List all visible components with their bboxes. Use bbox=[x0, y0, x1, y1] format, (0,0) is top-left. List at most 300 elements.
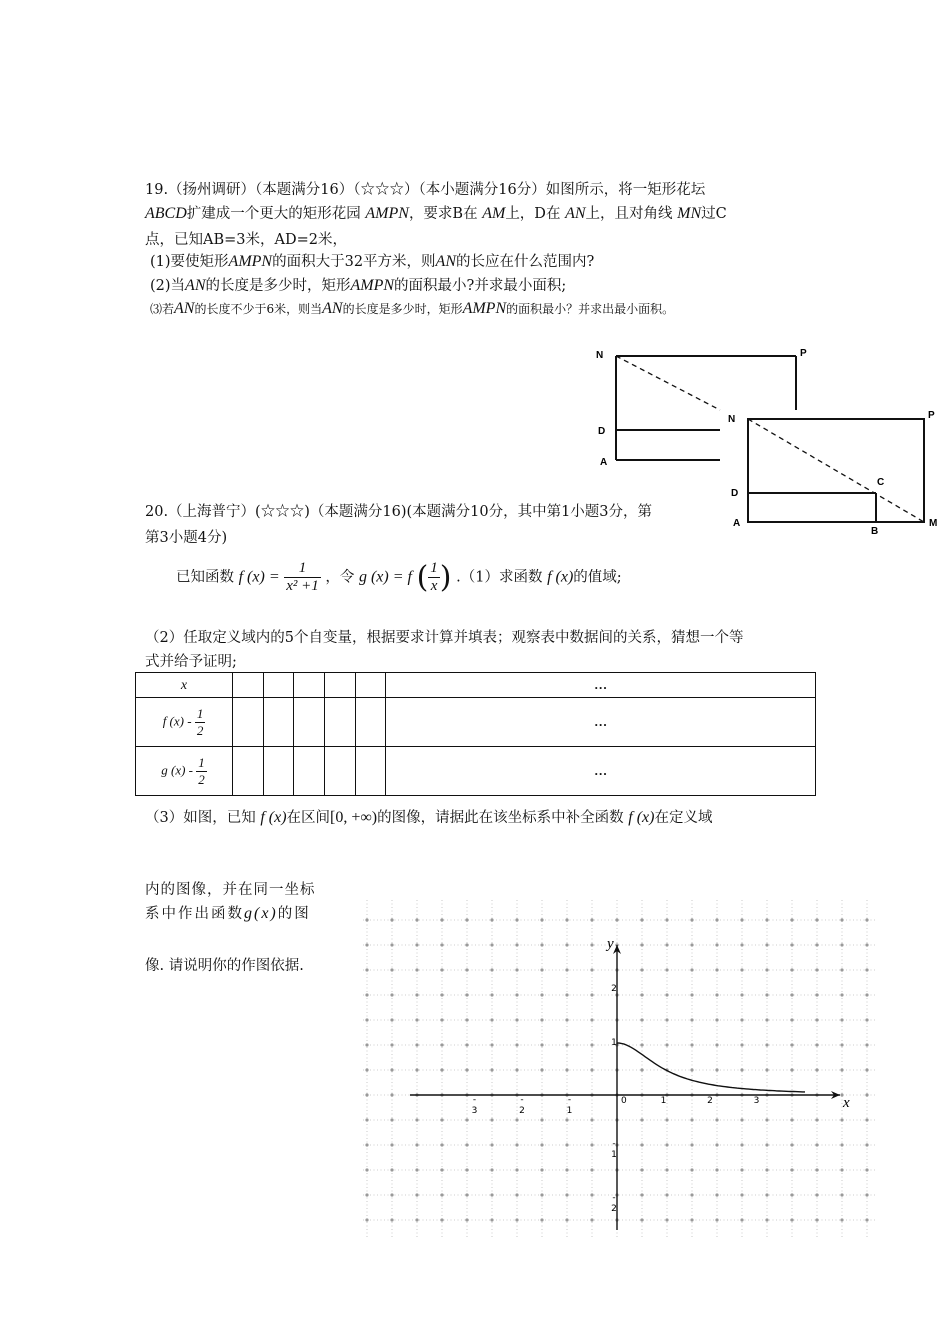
grid-dot bbox=[790, 1193, 793, 1196]
grid-dot bbox=[740, 1043, 743, 1046]
grid-dot bbox=[390, 1068, 393, 1071]
math-ampn: AMPN bbox=[228, 253, 273, 270]
grid-dot bbox=[465, 1168, 468, 1171]
q20-side-line1: 内的图像，并在同一坐标 bbox=[145, 882, 316, 898]
grid-dot bbox=[365, 1068, 368, 1071]
grid-dot bbox=[465, 968, 468, 971]
grid-dot bbox=[665, 1218, 668, 1221]
grid-dot bbox=[590, 1118, 593, 1121]
figure-extended bbox=[728, 410, 937, 537]
grid-dot bbox=[765, 993, 768, 996]
label-n: N bbox=[728, 414, 736, 425]
grid-dot bbox=[415, 1018, 418, 1021]
grid-dot bbox=[365, 993, 368, 996]
grid-dot bbox=[865, 993, 868, 996]
text: 已知函数 bbox=[176, 569, 234, 586]
grid-dot bbox=[390, 1193, 393, 1196]
grid-dot bbox=[665, 968, 668, 971]
q19-part2 bbox=[150, 274, 566, 295]
grid-dot bbox=[840, 993, 843, 996]
grid-dot bbox=[540, 1018, 543, 1021]
text: 的图像，请据此在该坐标系中补全函数 bbox=[377, 810, 624, 826]
grid-dot bbox=[865, 1043, 868, 1046]
math-fx: f (x) bbox=[260, 809, 287, 826]
grid-dot bbox=[365, 1093, 368, 1096]
text: 的长度是多少时，矩形 bbox=[205, 278, 351, 294]
paren-left: ( bbox=[416, 560, 429, 595]
grid-dot bbox=[790, 1143, 793, 1146]
table-cell[interactable] bbox=[294, 747, 325, 796]
grid-dot bbox=[465, 1118, 468, 1121]
grid-dot bbox=[440, 968, 443, 971]
fill-table bbox=[135, 672, 816, 796]
grid-dot bbox=[640, 1018, 643, 1021]
grid-dot bbox=[390, 968, 393, 971]
text: 的图 bbox=[277, 906, 311, 922]
f-def-fraction bbox=[284, 560, 321, 595]
grid-dot bbox=[665, 1043, 668, 1046]
q20-given bbox=[176, 560, 622, 595]
grid-dot bbox=[390, 1018, 393, 1021]
grid-dot bbox=[515, 1168, 518, 1171]
grid-dot bbox=[390, 1168, 393, 1171]
table-cell[interactable] bbox=[294, 673, 325, 698]
grid-dot bbox=[690, 1018, 693, 1021]
y-tick-label: -2 bbox=[611, 1193, 617, 1214]
grid-dot bbox=[590, 1068, 593, 1071]
grid-dot bbox=[740, 1068, 743, 1071]
grid-dot bbox=[565, 968, 568, 971]
table-cell[interactable] bbox=[233, 747, 264, 796]
math-an: AN bbox=[174, 300, 195, 317]
math-an: AN bbox=[185, 277, 206, 294]
grid-dot bbox=[390, 918, 393, 921]
q20-side-line2 bbox=[145, 902, 311, 923]
grid-dot bbox=[390, 993, 393, 996]
grid-dot bbox=[765, 968, 768, 971]
grid-dot bbox=[640, 1068, 643, 1071]
text: 在区间 bbox=[286, 810, 331, 826]
grid-dot bbox=[465, 1193, 468, 1196]
grid-dot bbox=[440, 1193, 443, 1196]
q20-side-line3: 像. 请说明你的作图依据. bbox=[145, 958, 304, 974]
grid-dot bbox=[365, 968, 368, 971]
text: 上，D在 bbox=[505, 206, 561, 222]
text: ⑶若 bbox=[150, 302, 175, 316]
grid-dot bbox=[865, 1068, 868, 1071]
math-mn: MN bbox=[677, 205, 702, 222]
math-gx: g(x) bbox=[244, 905, 278, 922]
grid-dot bbox=[515, 1118, 518, 1121]
q20-line1: 20.（上海普宁）(☆☆☆)（本题满分16)(本题满分10分，其中第1小题3分，第 bbox=[145, 504, 653, 520]
q20-line2: 第3小题4分) bbox=[145, 530, 228, 546]
grid-dot bbox=[765, 1043, 768, 1046]
text: 的面积大于32平方米，则 bbox=[272, 254, 436, 270]
math-ampn: AMPN bbox=[350, 277, 395, 294]
grid-dot bbox=[740, 943, 743, 946]
grid-dot bbox=[365, 1168, 368, 1171]
grid-dot bbox=[765, 1193, 768, 1196]
grid-dot bbox=[540, 1143, 543, 1146]
grid-dot bbox=[690, 918, 693, 921]
grid-dot bbox=[740, 993, 743, 996]
grid-dot bbox=[715, 1143, 718, 1146]
grid-dot bbox=[415, 918, 418, 921]
grid-dot bbox=[590, 1193, 593, 1196]
grid-dot bbox=[740, 1118, 743, 1121]
grid-dot bbox=[840, 1118, 843, 1121]
table-cell[interactable] bbox=[263, 698, 294, 747]
grid-dot bbox=[815, 1018, 818, 1021]
grid-dot bbox=[565, 1068, 568, 1071]
x-tick-label: 2 bbox=[707, 1096, 713, 1106]
grid-dot bbox=[715, 943, 718, 946]
grid-dot bbox=[665, 1143, 668, 1146]
grid-dot bbox=[765, 943, 768, 946]
grid-dot bbox=[440, 1068, 443, 1071]
grid-dot bbox=[715, 1193, 718, 1196]
row-head-f: f (x) - $\frac{1}{2}$ bbox=[136, 698, 233, 747]
grid-dot bbox=[690, 1218, 693, 1221]
q20-part2-line1: （2）任取定义域内的5个自变量，根据要求计算并填表；观察表中数据间的关系，猜想一个等 bbox=[145, 630, 744, 646]
grid-dot bbox=[615, 918, 618, 921]
grid-dot bbox=[515, 1218, 518, 1221]
g-def-lhs: g (x) = f bbox=[358, 568, 412, 586]
math-an: AN bbox=[565, 205, 586, 222]
grid-dot bbox=[840, 918, 843, 921]
grid-dot bbox=[765, 1168, 768, 1171]
grid-dot bbox=[465, 1218, 468, 1221]
label-n: N bbox=[596, 350, 604, 361]
x-axis-label: x bbox=[843, 1095, 850, 1111]
grid-dot bbox=[540, 993, 543, 996]
q20-part3 bbox=[145, 806, 712, 827]
grid-dot bbox=[415, 1043, 418, 1046]
y-tick-label: 1 bbox=[611, 1038, 617, 1048]
math-fx: f (x) bbox=[547, 568, 574, 586]
grid-dot bbox=[640, 993, 643, 996]
grid-dot bbox=[690, 1068, 693, 1071]
grid-dot bbox=[790, 1168, 793, 1171]
table-cell[interactable] bbox=[233, 698, 264, 747]
table-cell[interactable] bbox=[325, 673, 356, 698]
grid-dot bbox=[690, 993, 693, 996]
grid-dot bbox=[790, 1118, 793, 1121]
grid-dot bbox=[565, 1168, 568, 1171]
grid-dot bbox=[465, 1018, 468, 1021]
text: （3）如图，已知 bbox=[145, 810, 256, 826]
grid-dot bbox=[590, 1168, 593, 1171]
coordinate-graph bbox=[355, 890, 880, 1242]
grid-dot bbox=[865, 968, 868, 971]
grid-dot bbox=[640, 1118, 643, 1121]
q19-line1: 19.（扬州调研）（本题满分16）（☆☆☆）（本小题满分16分）如图所示，将一矩形花坛 bbox=[145, 182, 706, 198]
grid-dot bbox=[665, 993, 668, 996]
grid-dot bbox=[790, 1218, 793, 1221]
grid-dot bbox=[715, 1018, 718, 1021]
grid-dot bbox=[490, 1118, 493, 1121]
grid-dot bbox=[815, 1143, 818, 1146]
grid-dot bbox=[515, 918, 518, 921]
grid-dot bbox=[565, 943, 568, 946]
grid-dot bbox=[840, 1143, 843, 1146]
label-a: A bbox=[733, 518, 741, 529]
grid-dot bbox=[640, 1218, 643, 1221]
grid-dot bbox=[840, 968, 843, 971]
grid-dot bbox=[790, 1018, 793, 1021]
denominator: x bbox=[430, 578, 438, 594]
grid-dot bbox=[815, 1193, 818, 1196]
grid-dot bbox=[590, 918, 593, 921]
grid-dot bbox=[515, 943, 518, 946]
grid-dot bbox=[415, 1068, 418, 1071]
table-cell[interactable] bbox=[325, 747, 356, 796]
denominator: x² +1 bbox=[286, 578, 319, 594]
grid-dot bbox=[590, 943, 593, 946]
grid-dot bbox=[690, 1118, 693, 1121]
grid-dot bbox=[490, 943, 493, 946]
math-ampn: AMPN bbox=[462, 300, 507, 317]
numerator: 1 bbox=[284, 560, 321, 578]
grid-dot bbox=[540, 1068, 543, 1071]
grid-dot bbox=[515, 968, 518, 971]
grid-dot bbox=[590, 1218, 593, 1221]
grid-dot bbox=[640, 918, 643, 921]
row-head-x: x bbox=[136, 673, 233, 698]
label-d: D bbox=[731, 488, 739, 499]
table-cell[interactable] bbox=[233, 673, 264, 698]
grid-dot bbox=[390, 1118, 393, 1121]
text: 的长度是多少时，矩形 bbox=[342, 302, 463, 316]
grid-dot bbox=[365, 1193, 368, 1196]
text: 系中作出函数 bbox=[145, 906, 244, 922]
grid-dot bbox=[590, 1043, 593, 1046]
grid-dot bbox=[640, 1193, 643, 1196]
grid-dot bbox=[715, 1218, 718, 1221]
math-am: AM bbox=[482, 205, 506, 222]
grid-dot bbox=[690, 943, 693, 946]
grid-dot bbox=[540, 1118, 543, 1121]
table-row bbox=[136, 698, 816, 747]
grid-dot bbox=[565, 1193, 568, 1196]
grid-dot bbox=[440, 943, 443, 946]
table-cell[interactable] bbox=[355, 747, 386, 796]
grid-dot bbox=[415, 1218, 418, 1221]
grid-dot bbox=[765, 1068, 768, 1071]
grid-dot bbox=[415, 968, 418, 971]
x-tick-label: -1 bbox=[566, 1095, 573, 1116]
grid-dot bbox=[715, 1043, 718, 1046]
grid-dot bbox=[765, 1018, 768, 1021]
grid-dot bbox=[440, 1218, 443, 1221]
text: 的值域; bbox=[573, 569, 622, 586]
grid-dot bbox=[415, 993, 418, 996]
grid-dot bbox=[440, 1118, 443, 1121]
table-row bbox=[136, 747, 816, 796]
label-p: P bbox=[928, 410, 935, 421]
q19-part1 bbox=[150, 250, 594, 271]
grid-dot bbox=[865, 943, 868, 946]
q19-line2 bbox=[145, 202, 727, 223]
math-an: AN bbox=[322, 300, 343, 317]
paren-right: ) bbox=[439, 560, 452, 595]
grid-dot bbox=[815, 1118, 818, 1121]
grid-dot bbox=[440, 918, 443, 921]
grid-dot bbox=[390, 1043, 393, 1046]
label-b: B bbox=[871, 526, 879, 537]
grid-dot bbox=[515, 1018, 518, 1021]
grid-dot bbox=[415, 1168, 418, 1171]
table-cell[interactable] bbox=[325, 698, 356, 747]
grid-dot bbox=[490, 1068, 493, 1071]
grid-dot bbox=[640, 968, 643, 971]
grid-dot bbox=[790, 1043, 793, 1046]
y-axis-label: y bbox=[607, 936, 614, 952]
grid-dot bbox=[665, 1018, 668, 1021]
text: ，要求B在 bbox=[408, 206, 478, 222]
grid-dot bbox=[740, 968, 743, 971]
text: 过C bbox=[701, 206, 727, 222]
numerator: 1 bbox=[430, 560, 438, 576]
text: 的面积最小？并求出最小面积。 bbox=[506, 302, 675, 316]
grid-dot bbox=[490, 1018, 493, 1021]
math-ampn: AMPN bbox=[365, 205, 409, 222]
grid-dot bbox=[790, 943, 793, 946]
grid-dot bbox=[765, 1218, 768, 1221]
grid-dot bbox=[465, 1143, 468, 1146]
grid-dot bbox=[440, 1143, 443, 1146]
text: (1)要使矩形 bbox=[150, 254, 229, 270]
grid-dot bbox=[440, 1018, 443, 1021]
y-tick-label: 2 bbox=[611, 984, 617, 994]
grid-dot bbox=[590, 1143, 593, 1146]
grid-dot bbox=[815, 968, 818, 971]
text: ，令 bbox=[325, 569, 355, 586]
grid-dot bbox=[390, 943, 393, 946]
grid-dot bbox=[540, 918, 543, 921]
label-c: C bbox=[877, 477, 885, 488]
math-fx: f (x) bbox=[628, 809, 655, 826]
grid-dot bbox=[515, 1043, 518, 1046]
grid-dot bbox=[665, 1168, 668, 1171]
grid-dot bbox=[765, 1118, 768, 1121]
q19-line3: 点，已知AB=3米，AD=2米， bbox=[145, 232, 347, 248]
label-a: A bbox=[600, 457, 608, 468]
grid-dot bbox=[865, 1093, 868, 1096]
text: .（1）求函数 bbox=[456, 569, 543, 586]
grid-dot bbox=[465, 993, 468, 996]
grid-dot bbox=[865, 1018, 868, 1021]
grid-dot bbox=[715, 1068, 718, 1071]
half-fraction: $\frac{1}{2}$ bbox=[198, 754, 205, 787]
grid-dot bbox=[665, 943, 668, 946]
grid-dot bbox=[840, 943, 843, 946]
math-interval: [0, +∞) bbox=[330, 809, 378, 826]
text: (2)当 bbox=[150, 278, 186, 294]
grid-dot bbox=[490, 1218, 493, 1221]
text: 上，且对角线 bbox=[585, 206, 673, 222]
grid-dot bbox=[690, 968, 693, 971]
grid-dot bbox=[840, 1043, 843, 1046]
grid-dot bbox=[515, 1193, 518, 1196]
grid-dot bbox=[815, 943, 818, 946]
grid-dot bbox=[490, 993, 493, 996]
x-tick-label: -2 bbox=[519, 1095, 525, 1116]
row-head-g: g (x) - $\frac{1}{2}$ bbox=[136, 747, 233, 796]
grid-dot bbox=[540, 1193, 543, 1196]
grid-dot bbox=[565, 993, 568, 996]
text: 在定义域 bbox=[654, 810, 713, 826]
grid-dot bbox=[690, 1168, 693, 1171]
grid-dot bbox=[540, 1043, 543, 1046]
grid-dot bbox=[540, 1168, 543, 1171]
x-tick-label: -3 bbox=[471, 1095, 478, 1116]
math-abcd: ABCD bbox=[145, 205, 187, 222]
grid-dot bbox=[565, 1018, 568, 1021]
grid-dot bbox=[365, 1118, 368, 1121]
grid-dot bbox=[765, 1143, 768, 1146]
grid-dot bbox=[840, 1168, 843, 1171]
grid-dot bbox=[640, 1168, 643, 1171]
grid-dot bbox=[415, 943, 418, 946]
grid-dot bbox=[390, 1093, 393, 1096]
grid-dot bbox=[540, 1218, 543, 1221]
grid-dot bbox=[415, 1143, 418, 1146]
grid-dot bbox=[490, 1168, 493, 1171]
grid-dot bbox=[840, 1068, 843, 1071]
grid-dot bbox=[565, 1218, 568, 1221]
grid-dot bbox=[415, 1193, 418, 1196]
x-tick-label: 1 bbox=[660, 1096, 667, 1106]
grid-dot bbox=[490, 1193, 493, 1196]
table-ellipsis: … bbox=[386, 747, 816, 796]
table-cell[interactable] bbox=[263, 747, 294, 796]
grid-dot bbox=[590, 993, 593, 996]
grid-dot bbox=[540, 943, 543, 946]
grid-dot bbox=[740, 1193, 743, 1196]
half-fraction: $\frac{1}{2}$ bbox=[196, 705, 204, 738]
grid-dot bbox=[640, 1043, 643, 1046]
grid-dot bbox=[740, 1168, 743, 1171]
grid-dot bbox=[740, 918, 743, 921]
table-cell[interactable] bbox=[263, 673, 294, 698]
grid-dot bbox=[390, 1143, 393, 1146]
grid-dot bbox=[715, 1168, 718, 1171]
label-p: P bbox=[800, 348, 807, 359]
grid-dot bbox=[440, 993, 443, 996]
grid-dot bbox=[490, 1043, 493, 1046]
grid-dot bbox=[790, 968, 793, 971]
grid-dot bbox=[690, 1143, 693, 1146]
grid-dot bbox=[840, 1218, 843, 1221]
grid-dot bbox=[490, 918, 493, 921]
table-cell[interactable] bbox=[355, 698, 386, 747]
g-def-fraction bbox=[428, 560, 440, 595]
table-cell[interactable] bbox=[355, 673, 386, 698]
grid-dot bbox=[865, 918, 868, 921]
grid-dot bbox=[815, 993, 818, 996]
grid-dot bbox=[715, 968, 718, 971]
q19-part3 bbox=[150, 300, 674, 318]
grid-dot bbox=[865, 1218, 868, 1221]
grid-dot bbox=[415, 1118, 418, 1121]
table-cell[interactable] bbox=[294, 698, 325, 747]
grid-dot bbox=[815, 1218, 818, 1221]
grid-dot bbox=[840, 1193, 843, 1196]
grid-dot bbox=[365, 943, 368, 946]
label-d: D bbox=[598, 426, 606, 437]
grid-dot bbox=[715, 1118, 718, 1121]
